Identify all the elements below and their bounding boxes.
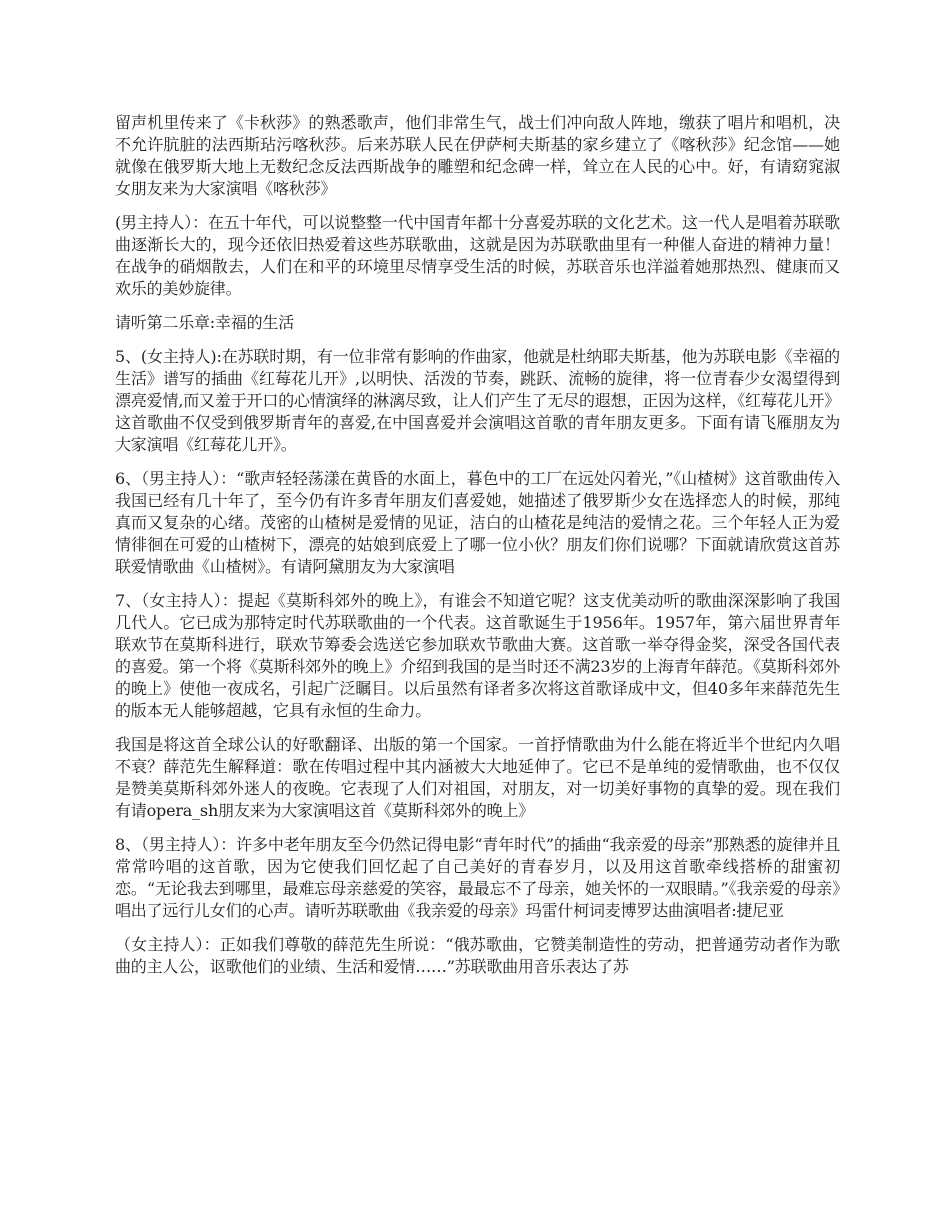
paragraph-katyusha-intro: 留声机里传来了《卡秋莎》的熟悉歌声，他们非常生气，战士们冲向敌人阵地，缴获了唱片和唱机，决不允许肮脏的法西斯玷污喀秋莎。后来苏联人民在伊萨柯夫斯基的家乡建立了《喀秋莎》纪念馆——她就像在俄罗斯大地上无数纪念反法西斯战争的雕塑和纪念碑一样，耸立在人民的心中。好，有请窈窕淑女朋友来为大家演唱《喀秋莎》 — [115, 113, 840, 198]
paragraph-item-5: 5、(女主持人):在苏联时期，有一位非常有影响的作曲家，他就是杜纳耶夫斯基，他为苏联电影《幸福的生活》谱写的插曲《红莓花儿开》,以明快、活泼的节奏，跳跃、流畅的旋律，将一位青春少女渴望得到漂亮爱情,而又羞于开口的心情演绎的淋漓尽致，让人们产生了无尽的遐想，正因为这样，《红莓花儿开》这首歌曲不仅受到俄罗斯青年的喜爱,在中国喜爱并会演唱这首歌的青年朋友更多。下面有请飞雁朋友为大家演唱《红莓花儿开》。 — [115, 347, 840, 454]
document-body — [115, 112, 840, 990]
paragraph-item-7: 7、（女主持人）：提起《莫斯科郊外的晚上》，有谁会不知道它呢？这支优美动听的歌曲深深影响了我国几代人。它已成为那特定时代苏联歌曲的一个代表。这首歌诞生于1956年。1957年，第六届世界青年联欢节在莫斯科进行，联欢节筹委会选送它参加联欢节歌曲大赛。这首歌一举夺得金奖，深受各国代表的喜爱。第一个将《莫斯科郊外的晚上》介绍到我国的是当时还不满23岁的上海青年薛范。《莫斯科郊外的晚上》使他一夜成名，引起广泛瞩目。以后虽然有译者多次将这首歌译成中文，但40多年来薛范先生的版本无人能够超越，它具有永恒的生命力。 — [115, 591, 840, 720]
paragraph-male-host-fifties: (男主持人）：在五十年代，可以说整整一代中国青年都十分喜爱苏联的文化艺术。这一代人是唱着苏联歌曲逐渐长大的，现今还依旧热爱着这些苏联歌曲，这就是因为苏联歌曲里有一种催人奋进的精神力量！在战争的硝烟散去，人们在和平的环境里尽情享受生活的时候，苏联音乐也洋溢着她那热烈、健康而又欢乐的美妙旋律。 — [115, 213, 840, 298]
paragraph-chapter-two-title: 请听第二乐章:幸福的生活 — [115, 313, 294, 332]
paragraph-female-host-closing: （女主持人）：正如我们尊敬的薛范先生所说：“俄苏歌曲，它赞美制造性的劳动，把普通劳动者作为歌曲的主人公，讴歌他们的业绩、生活和爱情……”苏联歌曲用音乐表达了苏 — [115, 935, 840, 976]
paragraph-item-6: 6、（男主持人）：“歌声轻轻荡漾在黄昏的水面上，暮色中的工厂在远处闪着光，”《山楂树》这首歌曲传入我国已经有几十年了，至今仍有许多青年朋友们喜爱她，她描述了俄罗斯少女在选择恋人的时候，那纯真而又复杂的心绪。茂密的山楂树是爱情的见证，洁白的山楂花是纯洁的爱情之花。三个年轻人正为爱情徘徊在可爱的山楂树下，漂亮的姑娘到底爱上了哪一位小伙？朋友们你们说哪？下面就请欣赏这首苏联爱情歌曲《山楂树》。有请阿黛朋友为大家演唱 — [115, 469, 840, 576]
paragraph-item-8: 8、（男主持人）：许多中老年朋友至今仍然记得电影“青年时代”的插曲“我亲爱的母亲”那熟悉的旋律并且常常吟唱的这首歌，因为它使我们回忆起了自己美好的青春岁月，以及用这首歌牵线搭桥的甜蜜初恋。“无论我去到哪里，最难忘母亲慈爱的笑容，最最忘不了母亲，她关怀的一双眼睛。”《我亲爱的母亲》唱出了远行儿女们的心声。请听苏联歌曲《我亲爱的母亲》玛雷什柯词麦博罗达曲演唱者:捷尼亚 — [115, 835, 840, 920]
paragraph-moscow-nights: 我国是将这首全球公认的好歌翻译、出版的第一个国家。一首抒情歌曲为什么能在将近半个世纪内久唱不衰？薛范先生解释道：歌在传唱过程中其内涵被大大地延伸了。它已不是单纯的爱情歌曲，也不仅仅是赞美莫斯科郊外迷人的夜晚。它表现了人们对祖国，对朋友，对一切美好事物的真挚的爱。现在我们有请opera_sh朋友来为大家演唱这首《莫斯科郊外的晚上》 — [115, 735, 840, 820]
